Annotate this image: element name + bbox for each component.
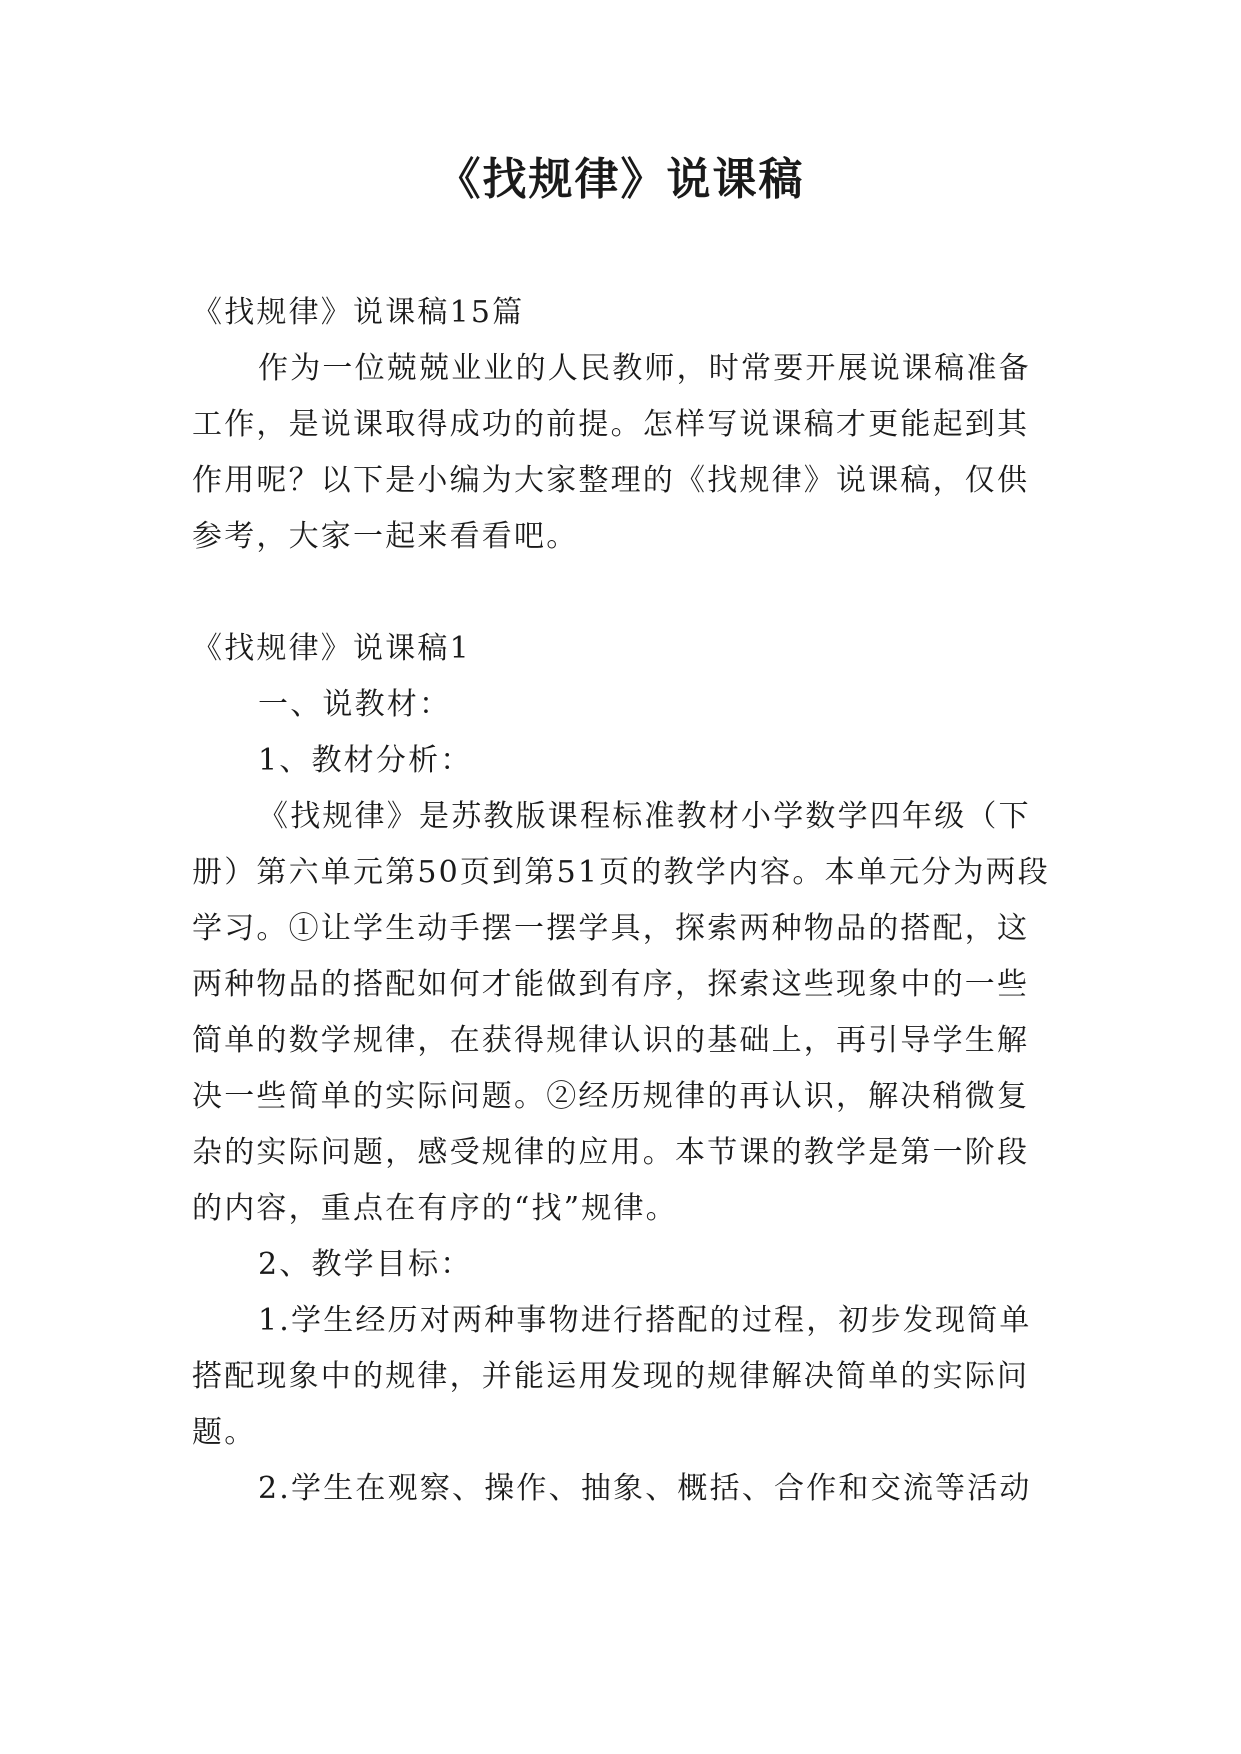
document-body bbox=[192, 285, 1052, 1517]
section-heading: 《找规律》说课稿1 bbox=[192, 631, 471, 666]
goal-paragraph-2: 2.学生在观察、操作、抽象、概括、合作和交流等活动 bbox=[258, 1471, 1032, 1506]
item-heading-analysis: 1、教材分析： bbox=[258, 743, 473, 778]
part-heading: 一、说教材： bbox=[258, 687, 452, 722]
paragraph-gap bbox=[192, 565, 1052, 621]
document-title: 《找规律》说课稿 bbox=[436, 154, 805, 205]
subtitle: 《找规律》说课稿15篇 bbox=[192, 295, 525, 330]
goal-paragraph-1: 1.学生经历对两种事物进行搭配的过程，初步发现简单搭配现象中的规律，并能运用发现的规律解决简单的实际问题。 bbox=[192, 1303, 1032, 1450]
item-heading-goals: 2、教学目标： bbox=[258, 1247, 473, 1282]
analysis-paragraph: 《找规律》是苏教版课程标准教材小学数学四年级（下册）第六单元第50页到第51页的教学内容。本单元分为两段学习。①让学生动手摆一摆学具，探索两种物品的搭配，这两种物品的搭配如何才能做到有序，探索这些现象中的一些简单的数学规律，在获得规律认识的基础上，再引导学生解决一些简单的实际问题。②经历规律的再认识，解决稍微复杂的实际问题，感受规律的应用。本节课的教学是第一阶段的内容，重点在有序的“找”规律。 bbox=[192, 799, 1050, 1226]
intro-paragraph: 作为一位兢兢业业的人民教师，时常要开展说课稿准备工作，是说课取得成功的前提。怎样写说课稿才更能起到其作用呢？以下是小编为大家整理的《找规律》说课稿，仅供参考，大家一起来看看吧。 bbox=[192, 351, 1031, 554]
